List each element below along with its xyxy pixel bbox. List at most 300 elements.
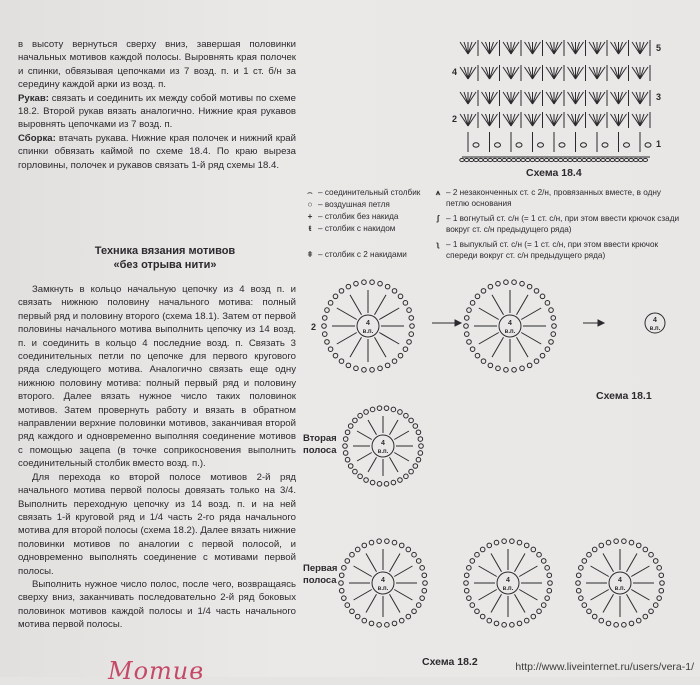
fan-stitch [486,67,490,79]
motif-chain [358,474,363,479]
fan-stitch [632,67,640,79]
fan-stitch [490,92,498,104]
fan-stitch [511,114,519,126]
motif-chain [391,407,396,412]
fan-stitch [589,67,597,79]
motif-chain [355,547,360,552]
motif-chain [551,316,556,321]
single-crochet-icon: + [307,212,313,221]
motif-chain [534,359,539,364]
motif-chain [353,469,358,474]
motif-chain [517,540,522,545]
motif-chain [378,281,383,286]
motif-chain [547,588,552,593]
fan-stitch [554,114,562,126]
motif-chain [524,618,529,623]
motif-chain [470,347,475,352]
chain-stitch [591,158,595,161]
motif-chain [531,547,536,552]
motif-chain [364,478,369,483]
motif-spoke [631,590,649,601]
fan-stitch [533,114,541,126]
fan-stitch [546,92,554,104]
fan-stitch [507,92,511,104]
motif-chain [378,366,383,371]
double-crochet-icon: ŧ [308,224,312,233]
chain-stitch [624,158,628,161]
motif-chain [545,566,550,571]
chain-stitch [549,158,553,161]
legend-item-sc [302,212,398,223]
motif-chain [345,457,350,462]
fan-stitch [619,92,627,104]
motif-spoke [631,566,649,577]
motif-center-sub: в.п. [502,586,514,592]
motif-spoke [517,295,529,315]
motif-chain [464,316,469,321]
fan-stitch [619,114,623,126]
motif-chain [339,573,344,578]
motif-chain [398,478,403,483]
motif-chain [475,294,480,299]
fan-stitch [546,114,554,126]
motif-chain [339,289,344,294]
fan-stitch [572,92,576,104]
motif-chain [422,588,427,593]
fan-stitch [572,67,576,79]
fan-stitch [597,42,605,54]
motif-chain [629,540,634,545]
motif-chain [333,294,338,299]
crochet-motif [576,539,665,627]
motif-spoke [521,308,541,320]
motif-chain [385,284,390,289]
treble-crochet-icon: ǂ [307,250,313,259]
motif-chain [343,451,348,456]
fan-stitch [507,42,511,54]
motif-chain [520,366,525,371]
fan-stitch [490,114,498,126]
motif-chain [582,603,587,608]
motif-chain [348,464,353,469]
chain-stitch [645,143,651,147]
chain-stitch [540,158,544,161]
row-number-3: 3 [656,92,662,102]
fan-stitch [507,67,511,79]
motif-chain [343,437,348,442]
motif-chain [354,366,359,371]
motif-chain [377,539,382,544]
fan-stitch [468,42,472,54]
motif-chain [537,609,542,614]
motif-spoke [350,295,362,315]
fan-stitch [632,114,640,126]
motif-center-sub: в.п. [377,449,389,455]
fan-stitch [468,92,472,104]
motif-spoke [337,333,357,345]
motif-center-number: 4 [618,577,622,584]
motif-chain [345,559,350,564]
motif-chain [549,308,554,313]
fan-stitch [611,67,619,79]
fan-stitch [593,114,597,126]
motif-chain [475,609,480,614]
motif-spoke [350,337,362,357]
motif-chain [345,603,350,608]
motif-spoke [390,457,399,472]
motif-chain [409,469,414,474]
motif-chain [614,623,619,628]
motif-spoke [479,333,499,345]
motif-spoke [492,337,504,357]
chain-stitch [601,158,605,161]
start-ring [645,313,665,333]
section-title-line1: Техника вязания мотивов [94,245,236,257]
fan-stitch [572,114,576,126]
legend-text: – 1 выпуклый ст. с/н (= 1 ст. с/н, при этом ввести крючок спереди вокруг ст. с/н предыдущего ряда) [446,240,659,260]
motif-chain [354,281,359,286]
motif-spoke [368,420,377,435]
fan-stitch [511,92,515,104]
intro-text [18,38,296,172]
motif-spoke [379,333,399,345]
fan-stitch [640,67,644,79]
fan-stitch [464,114,468,126]
motif-chain [464,573,469,578]
fan-stitch [511,42,519,54]
rukav-text: связать и соединить их между собой мотивы по схеме 18.2. Второй рукав вязать аналогично. Нижние края рукавов выровнять цепочками из 7 возд. п. [18,92,296,131]
fan-stitch [468,114,472,126]
motif-chain [480,614,485,619]
chain-stitch [530,158,534,161]
motif-chain [325,340,330,345]
fan-stitch [490,67,494,79]
fan-stitch [490,114,494,126]
motif-chain [475,353,480,358]
motif-chain [643,614,648,619]
motif-spoke [390,420,399,435]
motif-center-number: 4 [506,577,510,584]
chain-stitch [559,158,563,161]
fan-stitch [533,92,541,104]
fan-stitch [486,114,490,126]
fan-stitch [468,114,476,126]
motif-chain [549,340,554,345]
fan-stitch [619,67,623,79]
motif-chain [599,618,604,623]
fan-stitch [554,92,558,104]
chain-stitch [615,158,619,161]
motif-chain [502,539,507,544]
motif-chain [576,588,581,593]
motif-chain [599,543,604,548]
motif-chain [622,623,627,628]
fan-stitch [619,42,627,54]
motif-chain [328,347,333,352]
motif-chain [481,359,486,364]
fan-stitch [640,114,648,126]
motif-chain [346,284,351,289]
motif-chain [643,547,648,552]
motif-chain [487,618,492,623]
motif-chain [470,301,475,306]
motif-spoke [627,554,638,572]
fan-stitch [490,42,494,54]
legend-text: – 1 вогнутый ст. с/н (= 1 ст. с/н, при этом ввести крючок сзади вокруг ст. с/н предыдущего ряда) [446,214,680,234]
motif-chain [404,474,409,479]
fan-stitch [482,92,490,104]
chain-stitch [559,143,565,147]
fan-stitch [568,42,576,54]
fan-stitch [597,114,605,126]
legend-item-back-post [430,214,686,235]
motif-chain [412,552,417,557]
legend-text: – столбик с накидом [318,224,396,233]
legend-item-dc [302,224,395,235]
motif-chain [403,301,408,306]
chain-stitch [507,158,511,161]
section-title-line2: «без отрыва нити» [113,259,217,271]
chain-stitch [587,158,591,161]
motif-chain [467,566,472,571]
motif-spoke [591,566,609,577]
motif-spoke [479,566,497,577]
motif-chain [592,614,597,619]
motif-chain [362,280,367,285]
fan-stitch [597,92,601,104]
fan-stitch [468,67,476,79]
motif-chain [362,368,367,373]
motif-center-ring [609,572,631,594]
fan-stitch [525,92,533,104]
motif-chain [339,581,344,586]
motif-chain [636,543,641,548]
fan-stitch [572,42,576,54]
motif-center-ring [357,315,379,337]
chain-stitch [460,158,464,161]
motif-chain [407,308,412,313]
motif-spoke [492,295,504,315]
fan-stitch [568,114,576,126]
motif-chain [364,410,369,415]
motif-spoke [368,457,377,472]
fan-stitch [597,92,605,104]
fan-stitch [632,42,640,54]
motif-chain [392,621,397,626]
motif-chain [488,363,493,368]
crochet-motif [339,539,428,627]
motif-chain [541,559,546,564]
motif-chain [413,464,418,469]
fan-stitch [597,42,601,54]
motif-spoke [337,308,357,320]
chain-stitch [563,158,567,161]
motif-spoke [366,554,377,572]
fan-stitch [533,42,537,54]
fan-stitch [503,42,511,54]
motif-spoke [479,590,497,601]
fan-stitch [503,114,511,126]
motif-chain [403,347,408,352]
motif-chain [512,280,517,285]
fan-stitch [636,67,640,79]
chain-stitch [638,158,642,161]
fan-stitch [529,67,533,79]
chain-stitch [634,158,638,161]
fan-stitch [525,67,533,79]
fan-stitch [546,42,554,54]
fan-stitch [460,114,468,126]
motif-chain [496,281,501,286]
motif-chain [322,324,327,329]
motif-spoke [519,590,537,601]
fan-stitch [611,42,619,54]
motif-chain [370,368,375,373]
strip-second-line1: Вторая [303,433,337,444]
motif-spoke [366,594,377,612]
motif-chain [409,332,414,337]
motif-chain [614,539,619,544]
motif-chain [540,294,545,299]
motif-chain [606,621,611,626]
fan-stitch [619,114,627,126]
body-paragraph-3: Выполнить нужное число полос, после чего, возвращаясь сверху вниз, заканчивать последовательно 2-й ряд боковых половинок мотивов каждой полосы и 1/4 часть начального мотива первой полосы. [18,578,296,631]
motif-chain [398,410,403,415]
row-number-5: 5 [656,43,662,53]
motif-chain [481,289,486,294]
chain-stitch [469,158,473,161]
motif-chain [350,609,355,614]
fan-stitch [589,114,597,126]
motif-chain [470,559,475,564]
motif-chain [467,596,472,601]
chain-stitch [465,158,469,161]
rukav-label: Рукав: [18,92,49,104]
fan-stitch [525,114,533,126]
motif-spoke [357,453,372,462]
motif-spoke [515,554,526,572]
motif-chain [419,444,424,449]
motif-chain [531,614,536,619]
fan-stitch [615,42,619,54]
motif-chain [343,444,348,449]
sborka-text: втачать рукава. Нижние края полочек и нижний край спинки обвязать каймой по схеме 18.4. По краю выреза горловины, полочек и рукавов связать 1-й ряд схемы 18.4. [18,132,296,171]
motif-chain [504,280,509,285]
motif-chain [407,340,412,345]
fan-stitch [503,92,511,104]
motif-chain [649,552,654,557]
fan-stitch [550,42,554,54]
motif-chain [527,363,532,368]
chain-stitch [544,158,548,161]
fan-stitch [533,42,541,54]
motif-row-label: 2 [311,322,317,332]
legend-text: – 2 незаконченных ст. с 2/н, провязанных вместе, в одну петлю основания [446,188,661,208]
motif-chain [423,581,428,586]
legend-item-cluster [430,188,686,209]
motif-spoke [491,594,502,612]
motif-center-ring [372,435,394,457]
motif-center-sub: в.п. [362,329,374,335]
motif-chain [362,543,367,548]
fan-stitch [593,67,597,79]
fan-stitch [597,67,605,79]
footer-url: http://www.liveinternet.ru/users/vera-1/ [515,661,694,673]
rukav-paragraph [18,92,296,132]
motif-chain [657,566,662,571]
schema-18-2-label: Схема 18.2 [422,656,478,668]
fan-stitch [511,67,515,79]
front-post-icon: ʅ [436,240,440,249]
motif-chain [416,430,421,435]
fan-stitch [597,67,601,79]
fan-stitch [640,42,648,54]
motif-chain [377,623,382,628]
legend-item-tr [302,250,407,261]
fan-stitch [554,67,562,79]
chain-stitch [582,158,586,161]
fan-stitch [640,92,644,104]
crochet-motif [464,280,557,372]
chain-stitch [581,143,587,147]
motif-chain [410,324,415,329]
motif-chain [636,618,641,623]
fan-stitch [482,67,490,79]
fan-stitch [576,114,580,126]
legend-text: – столбик без накида [318,212,399,221]
body-paragraph-2: Для перехода ко второй полосе мотивов 2-й ряд начального мотива первой полосы довязать только на 3/4. Выполнить переходную цепочку из 14 возд. п. и на ней связать 1-й круговой ряд и 1/4 часть 2-го ряда начального мотива для второй полосы (схема 18.2). Далее вязать нижние половинки мотивов по аналогии с первой полосой, и одновременно выполнять соединение с мотивами первой полосы. [18,471,296,577]
motif-chain [333,353,338,358]
chain-stitch [495,143,501,147]
fan-stitch [507,114,511,126]
motif-chain [409,418,414,423]
chain-stitch [493,158,497,161]
sborka-paragraph [18,132,296,172]
fan-stitch [619,67,627,79]
fan-stitch [464,67,468,79]
motif-spoke [394,431,409,440]
motif-chain [398,353,403,358]
motif-center-sub: в.п. [504,329,516,335]
motif-spoke [515,594,526,612]
motif-chain [406,547,411,552]
motif-chain [541,603,546,608]
chain-stitch [577,158,581,161]
motif-chain [370,407,375,412]
motif-chain [418,451,423,456]
motif-chain [384,406,389,411]
fan-stitch [636,114,640,126]
start-ring-number: 4 [653,317,657,324]
fan-stitch [490,42,498,54]
chain-stitch [473,143,479,147]
motif-chain [377,406,382,411]
fan-stitch [482,114,490,126]
row-number-1: 1 [656,139,662,149]
fan-stitch [460,42,468,54]
fan-stitch [529,114,533,126]
motif-chain [540,353,545,358]
motif-chain [659,573,664,578]
sborka-label: Сборка: [18,132,56,144]
motif-chain [412,609,417,614]
motif-chain [420,596,425,601]
motif-chain [552,324,557,329]
chain-icon: ○ [307,200,313,209]
motif-chain [494,540,499,545]
motif-chain [369,540,374,545]
crochet-motif [343,406,424,486]
